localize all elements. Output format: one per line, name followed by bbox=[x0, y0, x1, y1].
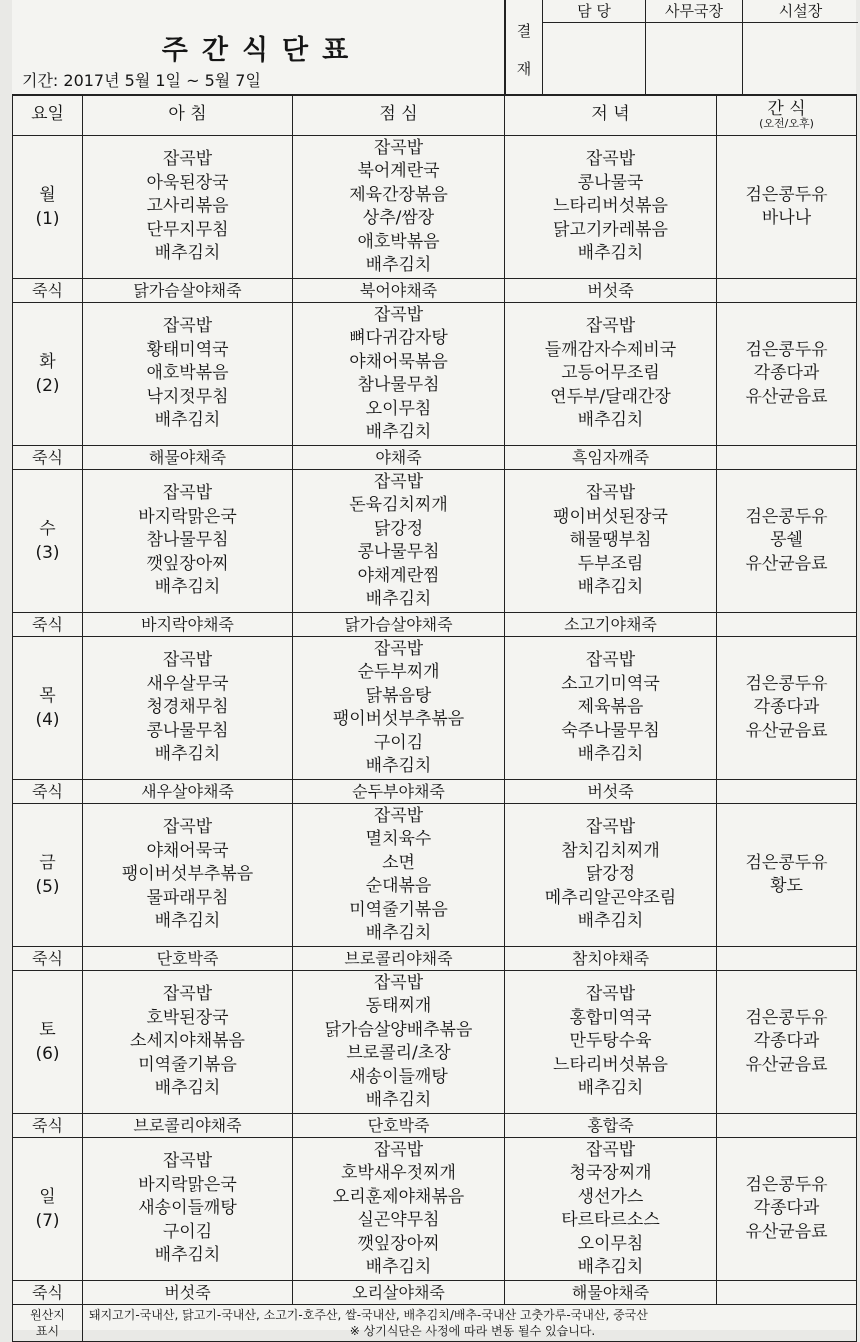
menu-item: 느타리버섯볶음 bbox=[553, 1054, 668, 1075]
porridge-empty bbox=[717, 1281, 857, 1305]
menu-item: 배추김치 bbox=[154, 577, 221, 598]
menu-item: 잡곡밥 bbox=[162, 1151, 213, 1172]
menu-item: 황도 bbox=[770, 876, 803, 896]
menu-item: 잡곡밥 bbox=[162, 817, 213, 838]
menu-item: 해물땡부침 bbox=[569, 530, 652, 551]
snack-cell bbox=[717, 303, 857, 446]
change-notice: ※ 상기식단은 사정에 따라 변동 될수 있습니다. bbox=[349, 1324, 596, 1338]
day-name: 화 bbox=[39, 352, 56, 372]
menu-item: 잡곡밥 bbox=[162, 149, 213, 170]
lunch-cell bbox=[293, 136, 505, 279]
approval-box bbox=[504, 0, 858, 94]
approval-col-facility-head: 시설장 bbox=[743, 0, 858, 23]
menu-item: 북어계란국 bbox=[357, 161, 440, 181]
menu-item: 잡곡밥 bbox=[585, 817, 636, 838]
origin-label bbox=[13, 1305, 83, 1342]
menu-item: 검은콩두유 bbox=[745, 339, 828, 360]
porridge-item: 참치야채죽 bbox=[505, 947, 717, 971]
day-cell bbox=[13, 637, 83, 780]
dinner-cell bbox=[505, 136, 717, 279]
menu-item: 각종다과 bbox=[753, 363, 820, 384]
menu-item: 배추김치 bbox=[577, 1078, 644, 1099]
origin-row bbox=[13, 1305, 857, 1342]
day-name: 수 bbox=[39, 519, 56, 539]
porridge-item: 바지락야채죽 bbox=[83, 613, 293, 637]
menu-item: 청국장찌개 bbox=[569, 1163, 652, 1183]
porridge-empty bbox=[717, 780, 857, 804]
dinner-cell bbox=[505, 303, 717, 446]
menu-item: 배추김치 bbox=[154, 1078, 221, 1099]
menu-item: 오리훈제야채볶음 bbox=[332, 1186, 465, 1207]
menu-item: 배추김치 bbox=[154, 410, 221, 431]
snack-cell bbox=[717, 971, 857, 1114]
menu-item: 유산균음료 bbox=[745, 720, 828, 741]
porridge-item: 버섯죽 bbox=[505, 279, 717, 303]
menu-item: 잡곡밥 bbox=[373, 638, 424, 659]
menu-item: 돈육김치찌개 bbox=[349, 495, 448, 515]
menu-item: 느타리버섯볶음 bbox=[553, 196, 668, 217]
day-cell bbox=[13, 470, 83, 613]
menu-item: 실곤약무침 bbox=[357, 1210, 440, 1230]
approval-label-bottom: 재 bbox=[516, 60, 532, 78]
porridge-label: 죽식 bbox=[13, 446, 83, 470]
menu-item: 애호박볶음 bbox=[357, 231, 440, 252]
menu-item: 잡곡밥 bbox=[585, 316, 636, 337]
menu-item: 배추김치 bbox=[577, 744, 644, 765]
meal-row bbox=[13, 136, 857, 279]
lunch-cell bbox=[293, 637, 505, 780]
menu-item: 들깨감자수제비국 bbox=[544, 339, 677, 360]
menu-item: 잡곡밥 bbox=[373, 471, 424, 492]
porridge-item: 오리살야채죽 bbox=[293, 1281, 505, 1305]
porridge-item: 홍합죽 bbox=[505, 1114, 717, 1138]
menu-item: 잡곡밥 bbox=[585, 650, 636, 671]
menu-item: 홍합미역국 bbox=[569, 1007, 652, 1028]
menu-item: 잡곡밥 bbox=[162, 483, 213, 504]
porridge-empty bbox=[717, 613, 857, 637]
menu-item: 바지락맑은국 bbox=[138, 506, 237, 527]
menu-item: 배추김치 bbox=[365, 589, 432, 609]
menu-item: 배추김치 bbox=[365, 255, 432, 275]
breakfast-cell bbox=[83, 971, 293, 1114]
dinner-cell bbox=[505, 470, 717, 613]
menu-item: 깻잎장아찌 bbox=[146, 553, 229, 574]
menu-item: 새송이들깨탕 bbox=[349, 1066, 448, 1087]
dinner-cell bbox=[505, 1138, 717, 1281]
menu-item: 참치김치찌개 bbox=[561, 840, 660, 861]
menu-item: 닭고기카레볶음 bbox=[553, 219, 668, 240]
day-number: (1) bbox=[35, 209, 60, 229]
menu-item: 참나물무침 bbox=[357, 375, 440, 395]
menu-item: 배추김치 bbox=[577, 577, 644, 598]
snack-cell bbox=[717, 637, 857, 780]
day-number: (6) bbox=[35, 1044, 60, 1064]
day-cell bbox=[13, 303, 83, 446]
menu-item: 배추김치 bbox=[577, 911, 644, 932]
breakfast-cell bbox=[83, 136, 293, 279]
menu-item: 새송이들깨탕 bbox=[138, 1198, 237, 1219]
menu-item: 유산균음료 bbox=[745, 553, 828, 574]
breakfast-cell bbox=[83, 637, 293, 780]
menu-item: 잡곡밥 bbox=[373, 805, 424, 826]
lunch-cell bbox=[293, 1138, 505, 1281]
menu-item: 숙주나물무침 bbox=[561, 720, 660, 741]
dinner-cell bbox=[505, 804, 717, 947]
porridge-empty bbox=[717, 1114, 857, 1138]
menu-item: 상추/쌈장 bbox=[362, 208, 435, 228]
column-header-row bbox=[13, 95, 857, 136]
porridge-item: 닭가슴살야채죽 bbox=[293, 613, 505, 637]
menu-item: 검은콩두유 bbox=[745, 184, 828, 205]
day-cell bbox=[13, 971, 83, 1114]
snack-cell bbox=[717, 470, 857, 613]
menu-item: 만두탕수육 bbox=[569, 1031, 652, 1052]
menu-item: 구이김 bbox=[373, 732, 424, 753]
porridge-item: 브로콜리야채죽 bbox=[293, 947, 505, 971]
menu-item: 각종다과 bbox=[753, 1198, 820, 1219]
menu-item: 야채어묵볶음 bbox=[349, 351, 448, 372]
menu-item: 검은콩두유 bbox=[745, 673, 828, 694]
menu-item: 닭가슴살양배추볶음 bbox=[324, 1019, 473, 1040]
menu-item: 바나나 bbox=[761, 208, 812, 228]
porridge-row bbox=[13, 613, 857, 637]
breakfast-cell bbox=[83, 303, 293, 446]
col-snack-label: 간 식 bbox=[767, 99, 806, 119]
menu-item: 멸치육수 bbox=[365, 829, 432, 849]
snack-cell bbox=[717, 804, 857, 947]
meal-row bbox=[13, 637, 857, 780]
menu-item: 배추김치 bbox=[365, 756, 432, 776]
menu-item: 배추김치 bbox=[365, 422, 432, 442]
col-breakfast: 아 침 bbox=[83, 95, 293, 136]
menu-item: 배추김치 bbox=[365, 1090, 432, 1110]
col-day: 요일 bbox=[13, 95, 83, 136]
menu-item: 호박새우젓찌개 bbox=[341, 1163, 456, 1183]
lunch-cell bbox=[293, 971, 505, 1114]
menu-item: 물파래무침 bbox=[146, 887, 229, 908]
day-number: (5) bbox=[35, 877, 60, 897]
porridge-row bbox=[13, 446, 857, 470]
porridge-empty bbox=[717, 446, 857, 470]
origin-text-cell bbox=[83, 1305, 857, 1342]
porridge-item: 소고기야채죽 bbox=[505, 613, 717, 637]
day-number: (4) bbox=[35, 710, 60, 730]
menu-item: 잡곡밥 bbox=[162, 316, 213, 337]
porridge-row bbox=[13, 947, 857, 971]
meal-row bbox=[13, 470, 857, 613]
porridge-item: 닭가슴살야채죽 bbox=[83, 279, 293, 303]
menu-item: 미역줄기볶음 bbox=[138, 1054, 237, 1075]
menu-item: 몽쉘 bbox=[770, 530, 803, 551]
porridge-label: 죽식 bbox=[13, 1114, 83, 1138]
menu-item: 소면 bbox=[382, 852, 415, 873]
col-snack-sub: (오전/오후) bbox=[759, 117, 814, 130]
day-name: 목 bbox=[39, 686, 56, 706]
day-name: 일 bbox=[39, 1187, 56, 1207]
origin-text: 돼지고기-국내산, 닭고기-국내산, 소고기-호주산, 쌀-국내산, 배추김치/배추-국내산 고춧가루-국내산, 중국산 bbox=[89, 1308, 648, 1322]
menu-item: 구이김 bbox=[162, 1221, 213, 1242]
porridge-label: 죽식 bbox=[13, 1281, 83, 1305]
menu-item: 제육간장볶음 bbox=[349, 184, 448, 205]
period-text: 기간: 2017년 5월 1일 ~ 5월 7일 bbox=[22, 71, 261, 90]
menu-item: 잡곡밥 bbox=[162, 984, 213, 1005]
meal-row bbox=[13, 971, 857, 1114]
day-name: 금 bbox=[39, 853, 56, 873]
menu-item: 순두부찌개 bbox=[357, 662, 440, 682]
meal-row bbox=[13, 303, 857, 446]
menu-item: 호박된장국 bbox=[146, 1007, 229, 1028]
porridge-item: 새우살야채죽 bbox=[83, 780, 293, 804]
menu-item: 바지락맑은국 bbox=[138, 1174, 237, 1195]
menu-item: 오이무침 bbox=[365, 398, 432, 419]
menu-table bbox=[12, 94, 857, 1342]
menu-item: 유산균음료 bbox=[745, 1221, 828, 1242]
menu-sheet bbox=[12, 0, 856, 1338]
menu-item: 낙지젓무침 bbox=[146, 386, 229, 407]
porridge-label: 죽식 bbox=[13, 279, 83, 303]
porridge-item: 야채죽 bbox=[293, 446, 505, 470]
breakfast-cell bbox=[83, 804, 293, 947]
menu-item: 고사리볶음 bbox=[146, 196, 229, 217]
menu-item: 잡곡밥 bbox=[373, 137, 424, 158]
menu-item: 검은콩두유 bbox=[745, 1007, 828, 1028]
lunch-cell bbox=[293, 303, 505, 446]
menu-item: 유산균음료 bbox=[745, 1054, 828, 1075]
menu-item: 연두부/달래간장 bbox=[550, 386, 671, 407]
menu-item: 오이무침 bbox=[577, 1233, 644, 1254]
porridge-row bbox=[13, 279, 857, 303]
menu-item: 검은콩두유 bbox=[745, 506, 828, 527]
menu-item: 청경채무침 bbox=[146, 697, 229, 718]
day-number: (2) bbox=[35, 376, 60, 396]
menu-item: 뼈다귀감자탕 bbox=[349, 328, 448, 348]
menu-item: 배추김치 bbox=[154, 911, 221, 932]
porridge-item: 브로콜리야채죽 bbox=[83, 1114, 293, 1138]
day-cell bbox=[13, 136, 83, 279]
porridge-item: 버섯죽 bbox=[83, 1281, 293, 1305]
menu-item: 팽이버섯된장국 bbox=[553, 506, 668, 527]
menu-item: 깻잎장아찌 bbox=[357, 1233, 440, 1254]
day-name: 토 bbox=[39, 1020, 56, 1040]
breakfast-cell bbox=[83, 470, 293, 613]
meal-row bbox=[13, 1138, 857, 1281]
porridge-label: 죽식 bbox=[13, 780, 83, 804]
menu-item: 잡곡밥 bbox=[162, 650, 213, 671]
menu-item: 잡곡밥 bbox=[373, 304, 424, 325]
menu-item: 배추김치 bbox=[577, 410, 644, 431]
menu-item: 소고기미역국 bbox=[561, 673, 660, 694]
porridge-label: 죽식 bbox=[13, 947, 83, 971]
origin-label-2: 표시 bbox=[35, 1324, 60, 1338]
menu-item: 야채계란찜 bbox=[357, 565, 440, 586]
dinner-cell bbox=[505, 637, 717, 780]
menu-item: 두부조림 bbox=[577, 553, 644, 574]
menu-item: 배추김치 bbox=[154, 1245, 221, 1266]
porridge-item: 흑임자깨죽 bbox=[505, 446, 717, 470]
porridge-item: 북어야채죽 bbox=[293, 279, 505, 303]
menu-item: 검은콩두유 bbox=[745, 1174, 828, 1195]
menu-item: 황태미역국 bbox=[146, 339, 229, 360]
day-number: (7) bbox=[35, 1211, 60, 1231]
breakfast-cell bbox=[83, 1138, 293, 1281]
menu-item: 배추김치 bbox=[365, 923, 432, 943]
sheet-header bbox=[12, 0, 856, 96]
menu-item: 야채어묵국 bbox=[146, 840, 229, 861]
menu-item: 콩나물무침 bbox=[146, 720, 229, 741]
menu-item: 메추리알곤약조림 bbox=[544, 887, 677, 908]
menu-item: 미역줄기볶음 bbox=[349, 899, 448, 920]
menu-item: 배추김치 bbox=[577, 243, 644, 264]
snack-cell bbox=[717, 1138, 857, 1281]
menu-item: 제육볶음 bbox=[577, 697, 644, 718]
porridge-item: 해물야채죽 bbox=[83, 446, 293, 470]
menu-item: 배추김치 bbox=[154, 744, 221, 765]
menu-item: 브로콜리/초장 bbox=[346, 1043, 451, 1063]
page-title: 주간식단표 bbox=[161, 35, 363, 66]
approval-col-director: 사무국장 bbox=[646, 0, 742, 23]
menu-item: 배추김치 bbox=[154, 243, 221, 264]
menu-item: 닭볶음탕 bbox=[365, 685, 432, 706]
porridge-item: 단호박죽 bbox=[293, 1114, 505, 1138]
menu-item: 순대볶음 bbox=[365, 876, 432, 896]
day-cell bbox=[13, 1138, 83, 1281]
porridge-row bbox=[13, 780, 857, 804]
menu-item: 단무지무침 bbox=[146, 219, 229, 240]
menu-item: 참나물무침 bbox=[146, 530, 229, 551]
menu-item: 배추김치 bbox=[577, 1257, 644, 1277]
menu-item: 각종다과 bbox=[753, 1031, 820, 1052]
menu-item: 동태찌개 bbox=[365, 996, 432, 1016]
porridge-item: 단호박죽 bbox=[83, 947, 293, 971]
menu-item: 잡곡밥 bbox=[585, 1139, 636, 1160]
snack-cell bbox=[717, 136, 857, 279]
col-dinner: 저 녁 bbox=[505, 95, 717, 136]
lunch-cell bbox=[293, 804, 505, 947]
porridge-empty bbox=[717, 279, 857, 303]
menu-item: 팽이버섯부추볶음 bbox=[332, 709, 465, 729]
porridge-item: 순두부야채죽 bbox=[293, 780, 505, 804]
col-lunch: 점 심 bbox=[293, 95, 505, 136]
porridge-empty bbox=[717, 947, 857, 971]
day-number: (3) bbox=[35, 543, 60, 563]
menu-item: 소세지야채볶음 bbox=[130, 1031, 245, 1052]
menu-item: 검은콩두유 bbox=[745, 852, 828, 873]
menu-item: 콩나물국 bbox=[577, 172, 644, 193]
menu-item: 팽이버섯부추볶음 bbox=[121, 864, 254, 885]
porridge-item: 버섯죽 bbox=[505, 780, 717, 804]
porridge-item: 해물야채죽 bbox=[505, 1281, 717, 1305]
menu-item: 애호박볶음 bbox=[146, 363, 229, 384]
menu-item: 잡곡밥 bbox=[373, 972, 424, 993]
menu-item: 배추김치 bbox=[365, 1257, 432, 1277]
menu-item: 닭강정 bbox=[373, 518, 424, 539]
day-name: 월 bbox=[39, 185, 56, 205]
menu-item: 생선가스 bbox=[577, 1186, 644, 1207]
menu-item: 타르타르소스 bbox=[561, 1210, 660, 1230]
menu-item: 유산균음료 bbox=[745, 386, 828, 407]
col-snack bbox=[717, 95, 857, 136]
day-cell bbox=[13, 804, 83, 947]
menu-item: 잡곡밥 bbox=[373, 1139, 424, 1160]
approval-label bbox=[506, 0, 543, 94]
menu-item: 콩나물무침 bbox=[357, 542, 440, 562]
menu-item: 새우살무국 bbox=[146, 673, 229, 694]
meal-row bbox=[13, 804, 857, 947]
approval-label-top: 결 bbox=[516, 22, 532, 40]
porridge-label: 죽식 bbox=[13, 613, 83, 637]
origin-label-1: 원산지 bbox=[30, 1308, 65, 1322]
menu-item: 잡곡밥 bbox=[585, 483, 636, 504]
menu-item: 잡곡밥 bbox=[585, 984, 636, 1005]
approval-col-staff: 담 당 bbox=[543, 0, 645, 23]
menu-item: 고등어무조림 bbox=[561, 363, 660, 384]
porridge-row bbox=[13, 1114, 857, 1138]
porridge-row bbox=[13, 1281, 857, 1305]
lunch-cell bbox=[293, 470, 505, 613]
menu-item: 각종다과 bbox=[753, 697, 820, 718]
menu-item: 아욱된장국 bbox=[146, 172, 229, 193]
menu-item: 닭강정 bbox=[585, 864, 636, 885]
dinner-cell bbox=[505, 971, 717, 1114]
menu-item: 잡곡밥 bbox=[585, 149, 636, 170]
